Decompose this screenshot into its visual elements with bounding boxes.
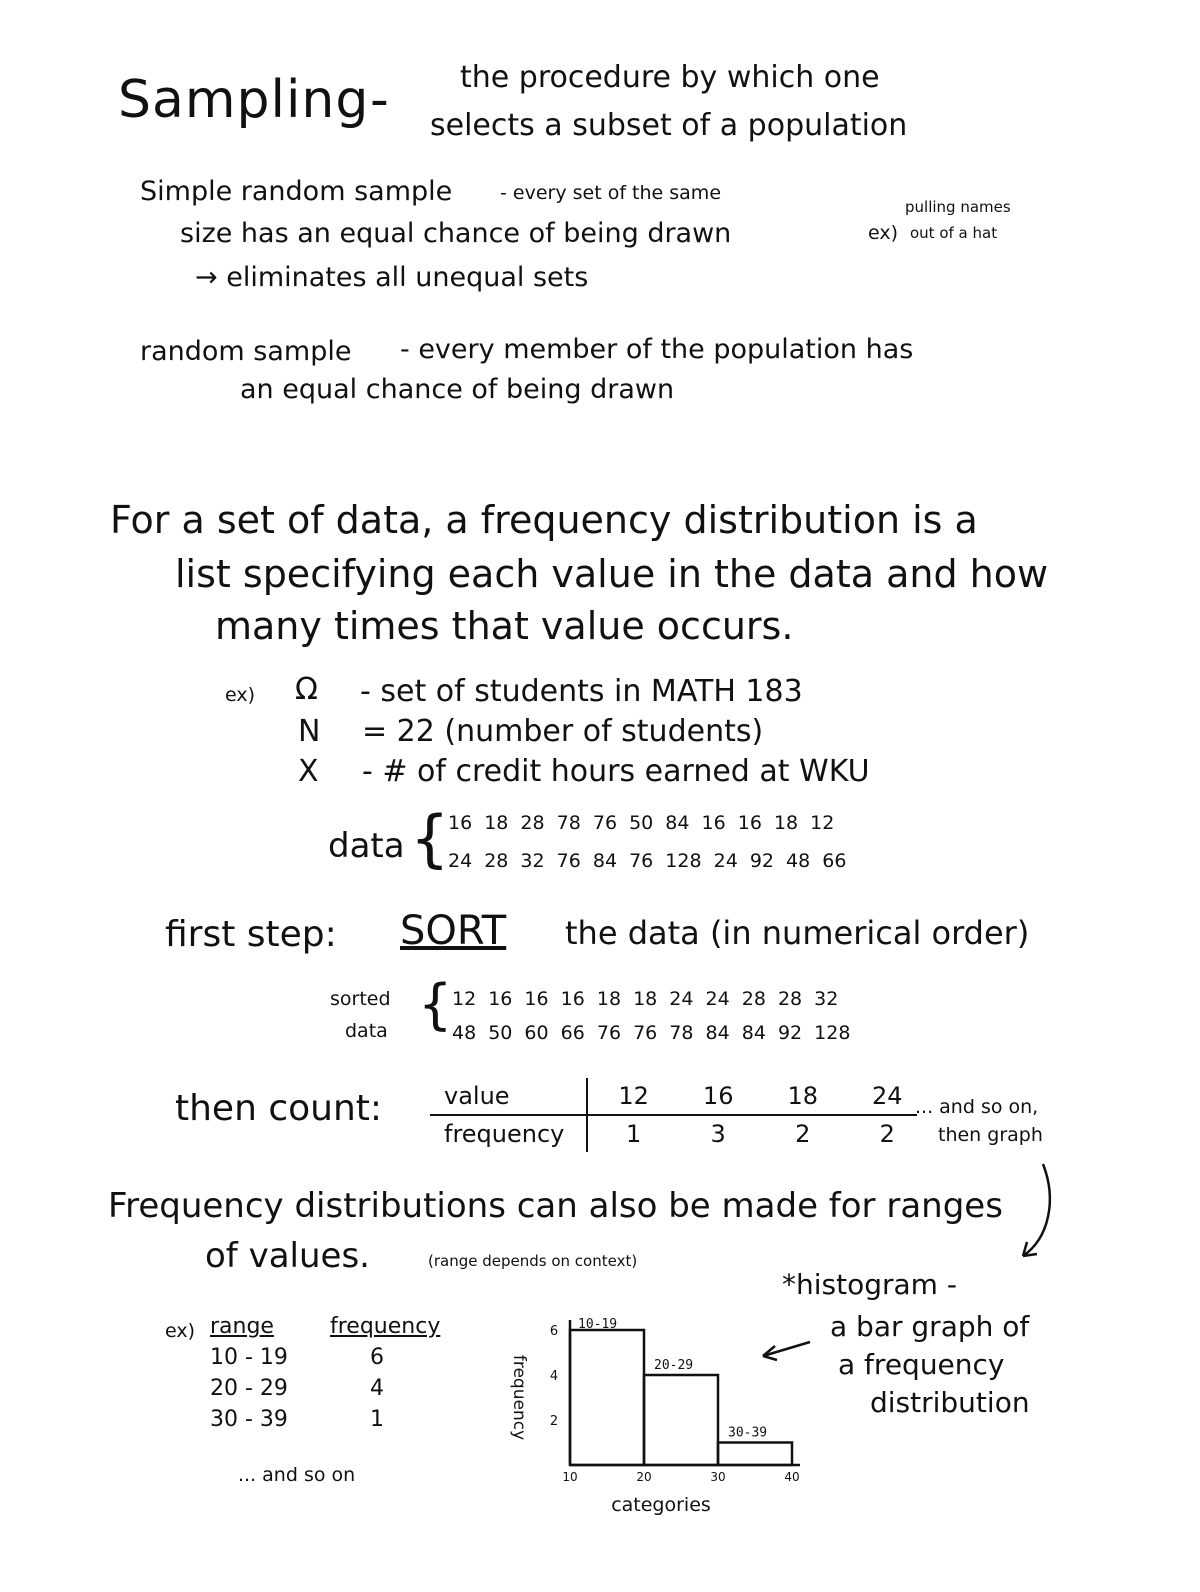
data-brace: { (410, 802, 450, 875)
count-frequency-row (430, 1115, 917, 1152)
omega-symbol: Ω (295, 672, 318, 707)
count-table (430, 1078, 917, 1152)
freq-def-line2: list specifying each value in the data and how (175, 552, 1049, 596)
count-frequency-cell: 2 (795, 1120, 811, 1148)
sorted-label: sorted (330, 988, 391, 1010)
count-value-cell: 16 (663, 1078, 748, 1115)
histogram-note-line4: distribution (870, 1386, 1030, 1419)
sorted-label-data: data (345, 1020, 388, 1042)
x-tick-label: 30 (710, 1470, 726, 1484)
first-step-suffix: the data (in numerical order) (565, 914, 1030, 952)
ranges-line1: Frequency distributions can also be made for ranges (108, 1186, 1003, 1226)
frequency-cell: 6 (370, 1345, 384, 1370)
y-tick-label: 4 (549, 1369, 559, 1384)
arrow-left-icon (755, 1334, 815, 1364)
count-frequency-cell: 2 (879, 1120, 895, 1148)
range-cell: 10 - 19 (210, 1345, 288, 1370)
ranges-note: (range depends on context) (428, 1252, 638, 1270)
count-prefix: then count: (175, 1088, 383, 1129)
sorted-row1: 12 16 16 16 18 18 24 24 28 28 32 (452, 988, 839, 1010)
x-def: - # of credit hours earned at WKU (362, 754, 870, 789)
sampling-dash: - (370, 70, 390, 130)
rs-line2: an equal chance of being drawn (240, 374, 675, 405)
sampling-def-line1: the procedure by which one (460, 60, 880, 95)
n-def: = 22 (number of students) (362, 714, 764, 749)
srs-ex-label: ex) (868, 222, 899, 244)
count-value-cell: 24 (832, 1078, 917, 1115)
ranges-line2: of values. (205, 1236, 370, 1276)
x-tick-label: 20 (636, 1470, 652, 1484)
range-cell: 20 - 29 (210, 1376, 288, 1401)
srs-line3: → eliminates all unequal sets (195, 262, 589, 293)
range-table (210, 1314, 440, 1432)
bar-label: 30-39 (728, 1425, 768, 1441)
histogram-bar (718, 1443, 792, 1466)
curved-arrow-icon (1005, 1160, 1065, 1270)
count-value-row (430, 1078, 917, 1115)
ranges-and-so-on: ... and so on (238, 1464, 356, 1486)
freq-def-line1: For a set of data, a frequency distribution is a (110, 498, 978, 542)
range-cell: 30 - 39 (210, 1407, 288, 1432)
histogram-bar (570, 1330, 644, 1465)
srs-ex-line1: pulling names (905, 198, 1011, 216)
x-symbol: X (298, 754, 319, 789)
first-step-prefix: first step: (165, 914, 337, 955)
histogram-note-line1: *histogram - (782, 1268, 957, 1301)
example-label: ex) (225, 684, 256, 706)
srs-line1: - every set of the same (500, 182, 722, 204)
srs-ex-line2: out of a hat (910, 224, 998, 242)
bar-label: 20-29 (654, 1358, 694, 1373)
frequency-cell: 4 (370, 1376, 384, 1401)
n-symbol: N (298, 714, 321, 749)
y-tick-label: 2 (549, 1414, 559, 1429)
count-frequency-cell: 1 (626, 1120, 642, 1148)
value-label: value (430, 1078, 587, 1115)
count-value-cell: 12 (587, 1078, 663, 1115)
count-frequency-cell: 3 (710, 1120, 726, 1148)
range-col-header: range (210, 1314, 274, 1339)
sampling-term: Sampling (118, 70, 370, 130)
sampling-def-line2: selects a subset of a population (430, 108, 908, 143)
count-note-line2: then graph (938, 1124, 1043, 1146)
sort-word: SORT (400, 908, 507, 954)
x-tick-label: 10 (562, 1470, 578, 1484)
count-value-cell: 18 (747, 1078, 832, 1115)
data-row2: 24 28 32 76 84 76 128 24 92 48 66 (448, 850, 847, 872)
histogram-chart (490, 1300, 830, 1520)
freq-def-line3: many times that value occurs. (215, 604, 794, 648)
rs-line1: - every member of the population has (400, 334, 914, 365)
srs-line2: size has an equal chance of being drawn (180, 218, 732, 249)
count-note-line1: ... and so on, (915, 1096, 1039, 1118)
rs-term: random sample (140, 336, 352, 367)
y-tick-label: 6 (549, 1324, 559, 1339)
x-axis-label: categories (611, 1494, 711, 1516)
frequency-label: frequency (430, 1115, 587, 1152)
data-label: data (328, 826, 405, 866)
bar-label: 10-19 (578, 1317, 618, 1332)
y-axis-label: frequency (509, 1354, 529, 1441)
frequency-cell: 1 (370, 1407, 384, 1432)
histogram-note-line2: a bar graph of (830, 1310, 1030, 1343)
sorted-row2: 48 50 60 66 76 76 78 84 84 92 128 (452, 1022, 851, 1044)
frequency-col-header: frequency (330, 1314, 441, 1339)
ranges-ex-label: ex) (165, 1320, 196, 1342)
histogram-bar (644, 1375, 718, 1465)
x-tick-label: 40 (784, 1470, 800, 1484)
omega-def: - set of students in MATH 183 (360, 674, 803, 709)
srs-term: Simple random sample (140, 176, 453, 207)
sorted-brace: { (418, 973, 453, 1036)
data-row1: 16 18 28 78 76 50 84 16 16 18 12 (448, 812, 835, 834)
histogram-note-line3: a frequency (838, 1348, 1005, 1381)
